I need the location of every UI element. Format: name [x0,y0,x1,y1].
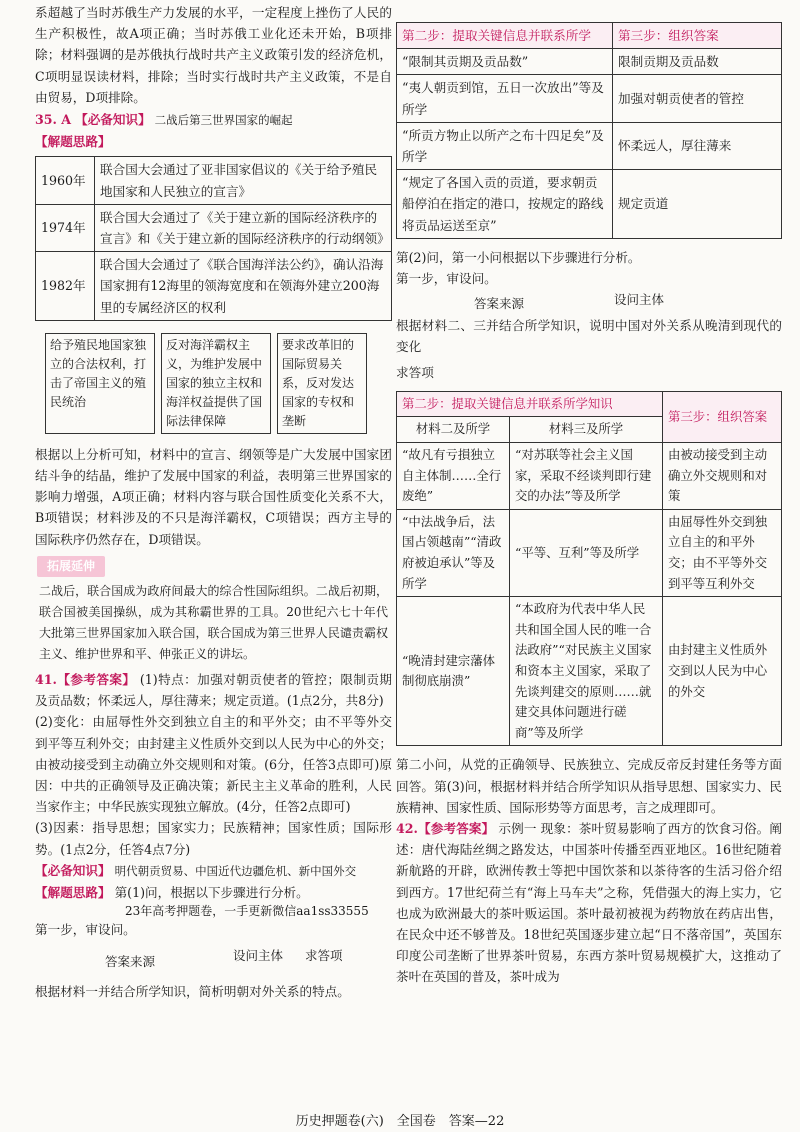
sketch-label: 求答项 [305,947,343,963]
timeline-year: 1960年 [36,157,95,204]
table-row [397,49,782,75]
bibei-text: 明代朝贡贸易、中国近代边疆危机、新中国外交 [114,863,357,878]
right-sketch [396,289,782,315]
timeline-year: 1974年 [36,204,95,251]
t2-cell: 由屈辱性外交到独立自主的和平外交；由不平等外交到平等互利外交 [663,509,782,596]
t1-cell: “规定了各国入贡的贡道，要求朝贡船停泊在指定的港口，按规定的路线将贡品运送至京” [397,170,613,239]
jieti2-label: 【解题思路】 [35,885,111,901]
t1-cell: 限制贡期及贡品数 [613,49,782,75]
page-footer: 历史押题卷(六) 全国卷 答案—22 [295,1114,505,1129]
t1-header: 第三步：组织答案 [613,23,782,49]
q42-block [396,818,782,988]
summary-box: 反对海洋霸权主义，为维护发展中国家的独立主权和海洋权益提供了国际法律保障 [161,333,271,434]
sketch-label: 设问主体 [233,947,284,963]
sketch-label: 答案来源 [474,296,525,312]
extension-body: 二战后，联合国成为政府间最大的综合性国际组织。二战后初期，联合国被美国操纵，成为其称霸世界的工具。20世纪六七十年代大批第三世界国家加入联合国，联合国成为第三世界人民谴责霸权主义、维护世界和平、伸张正义的讲坛。 [39,584,388,662]
q41-part1: (1)特点：加强对朝贡使者的管控；限制贡期及贡品数；怀柔远人，厚往薄来；规定贡道。(1点2分，共8分) [35,672,392,709]
sketch-label: 设问主体 [614,292,665,308]
t2-subheader: 材料三及所学 [510,417,663,443]
qiudaxiang: 求答项 [396,364,434,380]
t1-cell: 怀柔远人，厚往薄来 [613,122,782,169]
table-row [397,443,782,510]
t2-cell: “故凡有亏損独立自主体制……全行废绝” [397,443,510,510]
table-row [397,170,782,239]
t1-cell: “限制其贡期及贡品数” [397,49,613,75]
t2-cell: 由封建主义性质外交到以人民为中心的外交 [663,597,782,746]
q35-analysis: 根据以上分析可知，材料中的宣言、纲领等是广大发展中国家团结斗争的结晶，维护了发展中国家的利益，表明第三世界国家的影响力增强，A项正确；材料内容与联合国性质变化关系不大，B项错误；材料涉及的不只是海洋霸权，C项错误；西方主导的国际秩序仍然存在，D项错误。 [35,446,392,547]
q41-part3: (3)因素：指导思想；国家实力；民族精神；国家性质；国际形势。(1点2分，任答4点7分) [35,820,392,857]
t2-cell: “平等、互利”等及所学 [510,509,663,596]
q42-header: 42.【参考答案】 [396,820,495,836]
q42-text: 示例一 现象：茶叶贸易影响了西方的饮食习俗。阐述：唐代海陆丝绸之路发达，中国茶叶传播至西亚地区。16世纪随着新航路的开辟，欧洲传教士等把中国饮茶和以茶待客的生活习俗介绍到西方。17世纪荷兰有“海上马车夫”之称，凭借强大的海上实力，它也成为欧洲最大的茶叶贩运国。茶叶最初被视为药物放在药店出售，在民众中还不够普及。18世纪英国逐步建立起“日不落帝国”，英国东印度公司垄断了世界茶叶贸易，东西方茶叶贸易规模扩大，这推动了茶叶在英国的普及，茶叶成为 [396,820,782,985]
step-text: 第(1)问，根据以下步骤进行分析。 [114,885,309,901]
jieti-label: 【解题思路】 [35,134,111,150]
timeline-row [36,157,392,204]
table-row [397,509,782,596]
t2-cell: 由被动接受到主动确立外交规则和对策 [663,443,782,510]
summary-boxes [45,333,392,434]
table-row [397,75,782,122]
q35-header [35,109,392,131]
q2-intro: 第(2)问，第一小问根据以下步骤进行分析。 [396,249,641,265]
t1-cell: 加强对朝贡使者的管控 [613,75,782,122]
t2-cell: “对苏联等社会主义国家，采取不经谈判即行建交的办法”等及所学 [510,443,663,510]
t2-header: 第二步：提取关键信息并联系所学知识 [397,391,663,417]
q35-answer: 35. A [35,112,72,128]
t1-cell: “夷人朝贡到馆，五日一次放出”等及所学 [397,75,613,122]
jieti2-line [35,882,392,903]
q41-p1 [35,669,392,711]
timeline-text: 联合国大会通过了《关于建立新的国际经济秩序的宣言》和《关于建立新的国际经济秩序的行动纲领》 [95,204,392,251]
watermark: 23年高考押题卷，一手更新微信aa1ss33555 [125,904,369,919]
bibei-line [35,860,392,882]
timeline-year: 1982年 [36,252,95,321]
timeline-row [36,252,392,321]
timeline-text: 联合国大会通过了亚非国家倡议的《关于给予殖民地国家和人民独立的宣言》 [95,157,392,204]
summary-box: 要求改革旧的国际贸易关系，反对发达国家的专权和垄断 [277,333,367,434]
t2-cell: “晚清封建宗藩体制彻底崩溃” [397,597,510,746]
t2-cell: “本政府为代表中华人民共和国全国人民的唯一合法政府”“对民族主义国家和资本主义国家，采取了先谈判建交的原则……就建交具体问题进行磋商”等及所学 [510,597,663,746]
q34-tail: 系超越了当时苏俄生产力发展的水平，一定程度上挫伤了人民的生产积极性，故A项正确；当时苏俄工业化还未开始，B项排除；材料强调的是苏俄执行战时共产主义政策引发的经济危机，C项明显误读材料，排除；当时实行战时共产主义政策，不是自由贸易，D项排除。 [35,5,392,105]
left-sketch [35,941,392,981]
bibei-tag: 【必备知识】 [35,862,111,878]
summary-box: 给予殖民地国家独立的合法权利，打击了帝国主义的殖民统治 [45,333,155,434]
t1-cell: “所贡方物止以所产之布十四足矣”及所学 [397,122,613,169]
table-row [397,597,782,746]
step-table-1 [396,22,782,239]
q41-header: 41.【参考答案】 [35,672,136,688]
right-step1: 第一步，审设问。 [396,271,497,287]
t2-cell: “中法战争后，法国占领越南”“清政府被迫承认”等及所学 [397,509,510,596]
q35-topic: 二战后第三世界国家的崛起 [154,113,293,128]
left-bottom-line: 根据材料一并结合所学知识，简析明朝对外关系的特点。 [35,983,350,999]
q35-tag: 【必备知识】 [75,112,151,128]
timeline-text: 联合国大会通过了《联合国海洋法公约》，确认沿海国家拥有12海里的领海宽度和在领海外建立200海里的专属经济区的权利 [95,252,392,321]
table-row [397,122,782,169]
step-table-2 [396,391,782,747]
timeline-table [35,156,392,320]
left-step1: 第一步，审设问。 [35,922,136,938]
q41-part2: (2)变化：由屈辱性外交到独立自主的和平外交；由不平等外交到平等互利外交；由封建主义性质外交到以人民为中心的外交；由被动接受到主动确立外交规则和对策。(6分，任答3点即可)原因：中共的正确领导及正确决策；新民主主义革命的胜利，人民当家作主；中华民族实现独立解放。(4分，任答2点即可) [35,714,392,815]
sketch-label: 答案来源 [105,953,156,969]
extension-badge: 拓展延伸 [37,556,105,577]
right-column [396,0,782,988]
q2-after: 第二小问，从党的正确领导、民族独立、完成反帝反封建任务等方面回答。第(3)问，根据材料并结合所学知识从指导思想、国家实力、民族精神、国家性质、国际形势等方面思考，言之成理即可。 [396,757,782,815]
t2-subheader: 材料二及所学 [397,417,510,443]
right-mid-text: 根据材料二、三并结合所学知识，说明中国对外关系从晚清到现代的变化 [396,318,782,355]
left-column [35,0,392,1002]
t1-header: 第二步：提取关键信息并联系所学 [397,23,613,49]
timeline-row [36,204,392,251]
t1-cell: 规定贡道 [613,170,782,239]
t2-header: 第三步：组织答案 [663,391,782,442]
